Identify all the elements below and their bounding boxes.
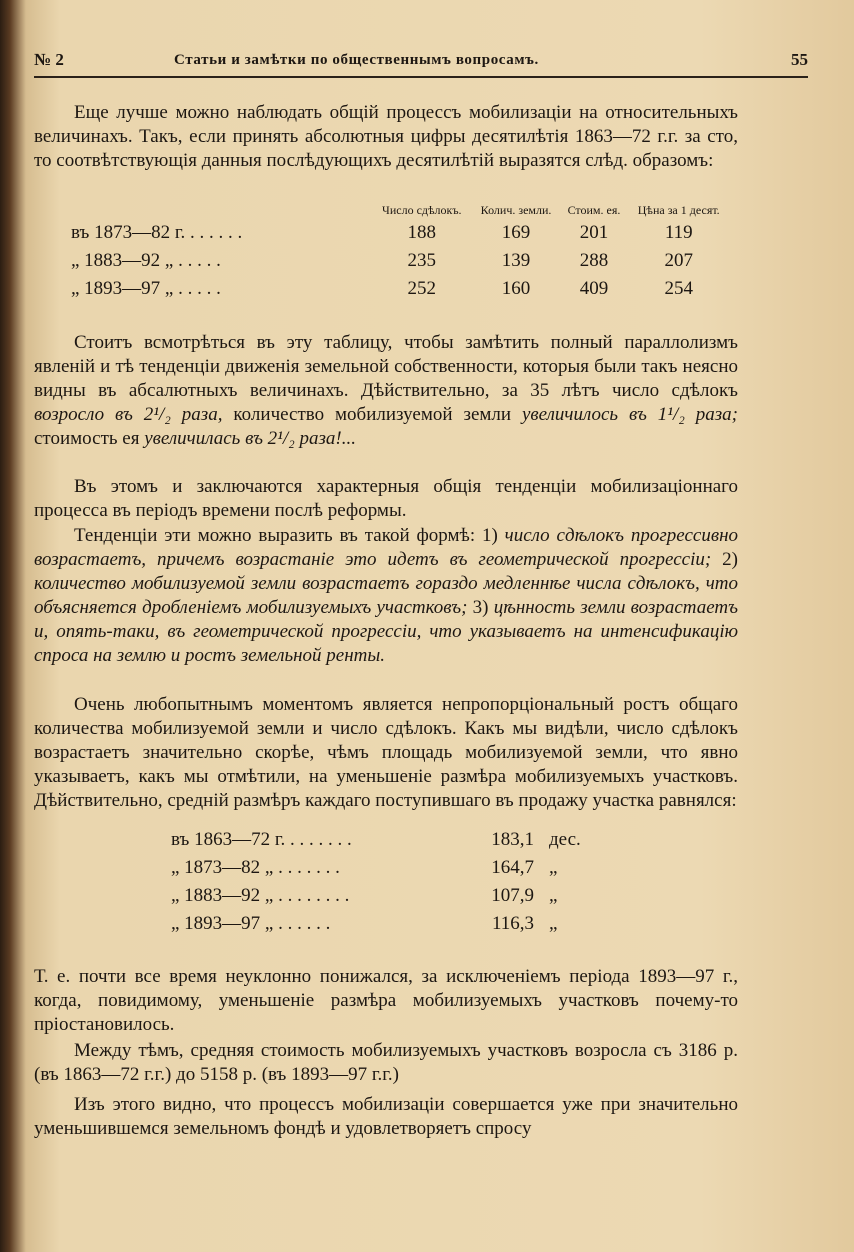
table-header: Колич. земли. <box>480 203 552 217</box>
table-cell: 207 <box>664 250 693 271</box>
table-row <box>170 910 610 938</box>
table-header-row <box>70 202 730 219</box>
table-cell: 160 <box>501 278 531 299</box>
table-row <box>170 882 610 910</box>
table-header: Цѣна за 1 десят. <box>637 203 720 217</box>
row-label: въ 1873—82 г. . . . . . . <box>71 222 243 243</box>
emphasis-text: число сдѣлокъ прогрессивно возрастаетъ, причемъ возрастаніе это идетъ въ геометрической прогрессіи; <box>34 525 738 570</box>
table-cell: 169 <box>501 222 531 243</box>
paragraph-3: Въ этомъ и заключаются характерныя общія тенденціи мобилизаціоннаго процесса въ періодъ времени послѣ реформы. <box>34 476 738 521</box>
table-cell: 107,9 <box>491 885 534 906</box>
table-cell: 252 <box>407 278 437 299</box>
emphasis-text: цѣнность земли возрастаетъ и, опять-таки, въ геометрической прогрессіи, что указываетъ на интенсификацію спроса на землю и ростъ земельной ренты. <box>34 597 738 666</box>
issue-number: № 2 <box>34 50 64 69</box>
unit-cell: „ <box>549 913 558 934</box>
table-row <box>170 854 610 882</box>
paragraph-1: Еще лучше можно наблюдать общій процессъ мобилизаціи на относительныхъ величинахъ. Такъ, если принять абсолютныя цифры десятилѣтія 1863—72 г.г. за сто, то соотвѣтствующія данныя послѣдующихъ десятилѣтій выразятся слѣд. образомъ: <box>34 102 738 171</box>
table-row <box>170 826 610 854</box>
table-cell: 188 <box>407 222 437 243</box>
table-header: Число сдѣлокъ. <box>382 203 462 217</box>
paragraph-5: Очень любопытнымъ моментомъ является непропорціональный ростъ общаго количества мобилизуемой земли и число сдѣлокъ. Какъ мы видѣли, число сдѣлокъ возрастаетъ значительно скорѣе, чѣмъ площадь мобилизуемой земли, что явно указываетъ, какъ мы отмѣтили, на уменьшеніе размѣра мобилизуемыхъ участковъ. Дѣйствительно, средній размѣръ каждаго поступившаго въ продажу участка равнялся: <box>34 694 738 811</box>
table-cell: 183,1 <box>491 829 534 850</box>
text-run: 2) <box>711 549 739 570</box>
average-plot-size-table <box>170 826 610 938</box>
text-run: Тенденціи эти можно выразить въ такой формѣ: 1) <box>74 525 505 546</box>
row-label: „ 1893—97 „ . . . . . <box>71 278 221 299</box>
paragraph-7: Между тѣмъ, средняя стоимость мобилизуемыхъ участковъ возросла съ 3186 р. (въ 1863—72 г.г.) до 5158 р. (въ 1893—97 г.г.) <box>34 1040 738 1085</box>
table-cell: 164,7 <box>491 857 534 878</box>
table-row <box>70 219 730 247</box>
table-cell: 119 <box>664 222 693 243</box>
text-run: 3) <box>467 597 494 618</box>
section-title: Статьи и замѣтки по общественнымъ вопросамъ. <box>174 52 539 68</box>
table-header: Стоим. ея. <box>567 203 621 217</box>
table-cell: 254 <box>664 278 693 299</box>
table-cell: 116,3 <box>491 913 534 934</box>
row-label: „ 1883—92 „ . . . . . . . . <box>171 885 350 906</box>
unit-cell: „ <box>549 885 558 906</box>
relative-figures-table <box>70 202 730 303</box>
row-label: „ 1883—92 „ . . . . . <box>71 250 221 271</box>
text-run: количество мобилизуемой земли <box>222 404 522 425</box>
row-label: „ 1893—97 „ . . . . . . <box>171 913 331 934</box>
unit-cell: дес. <box>549 829 581 850</box>
page-number: 55 <box>791 50 808 69</box>
table-cell: 139 <box>501 250 531 271</box>
table-row <box>70 247 730 275</box>
emphasis-text: возросло въ 2¹/₂ раза, <box>34 404 223 425</box>
table-row <box>70 275 730 303</box>
running-header <box>34 50 808 78</box>
table-cell: 201 <box>579 222 609 243</box>
emphasis-text: количество мобилизуемой земли возрастаетъ гораздо медленнѣе числа сдѣлокъ, что объясняется дробленіемъ мобилизуемыхъ участковъ; <box>34 573 738 618</box>
text-run: стоимость ея <box>34 428 145 449</box>
row-label: „ 1873—82 „ . . . . . . . <box>171 857 340 878</box>
table-header-blank <box>70 202 372 219</box>
table-cell: 235 <box>407 250 437 271</box>
paragraph-6: Т. е. почти все время неуклонно понижался, за исключеніемъ періода 1893—97 г., когда, повидимому, уменьшеніе размѣра мобилизуемыхъ участковъ почему-то пріостановилось. <box>34 966 738 1035</box>
paragraph-4 <box>34 524 738 668</box>
text-run: Стоитъ всмотрѣться въ эту таблицу, чтобы замѣтить полный параллолизмъ явленій и тѣ тенденціи движенія земельной собственности, которыя были такъ неясно видны въ абсалютныхъ величинахъ. Дѣйствительно, за 35 лѣтъ число сдѣлокъ <box>34 332 738 401</box>
table-cell: 409 <box>579 278 609 299</box>
emphasis-text: увеличилась въ 2¹/₂ раза!... <box>144 428 356 449</box>
row-label: въ 1863—72 г. . . . . . . . <box>171 829 352 850</box>
table-cell: 288 <box>579 250 609 271</box>
emphasis-text: увеличилось въ 1¹/₂ раза; <box>521 404 739 425</box>
unit-cell: „ <box>549 857 558 878</box>
paragraph-2 <box>34 331 738 451</box>
paragraph-8: Изъ этого видно, что процессъ мобилизаціи совершается уже при значительно уменьшившемся земельномъ фондѣ и удовлетворяетъ спросу <box>34 1094 738 1139</box>
